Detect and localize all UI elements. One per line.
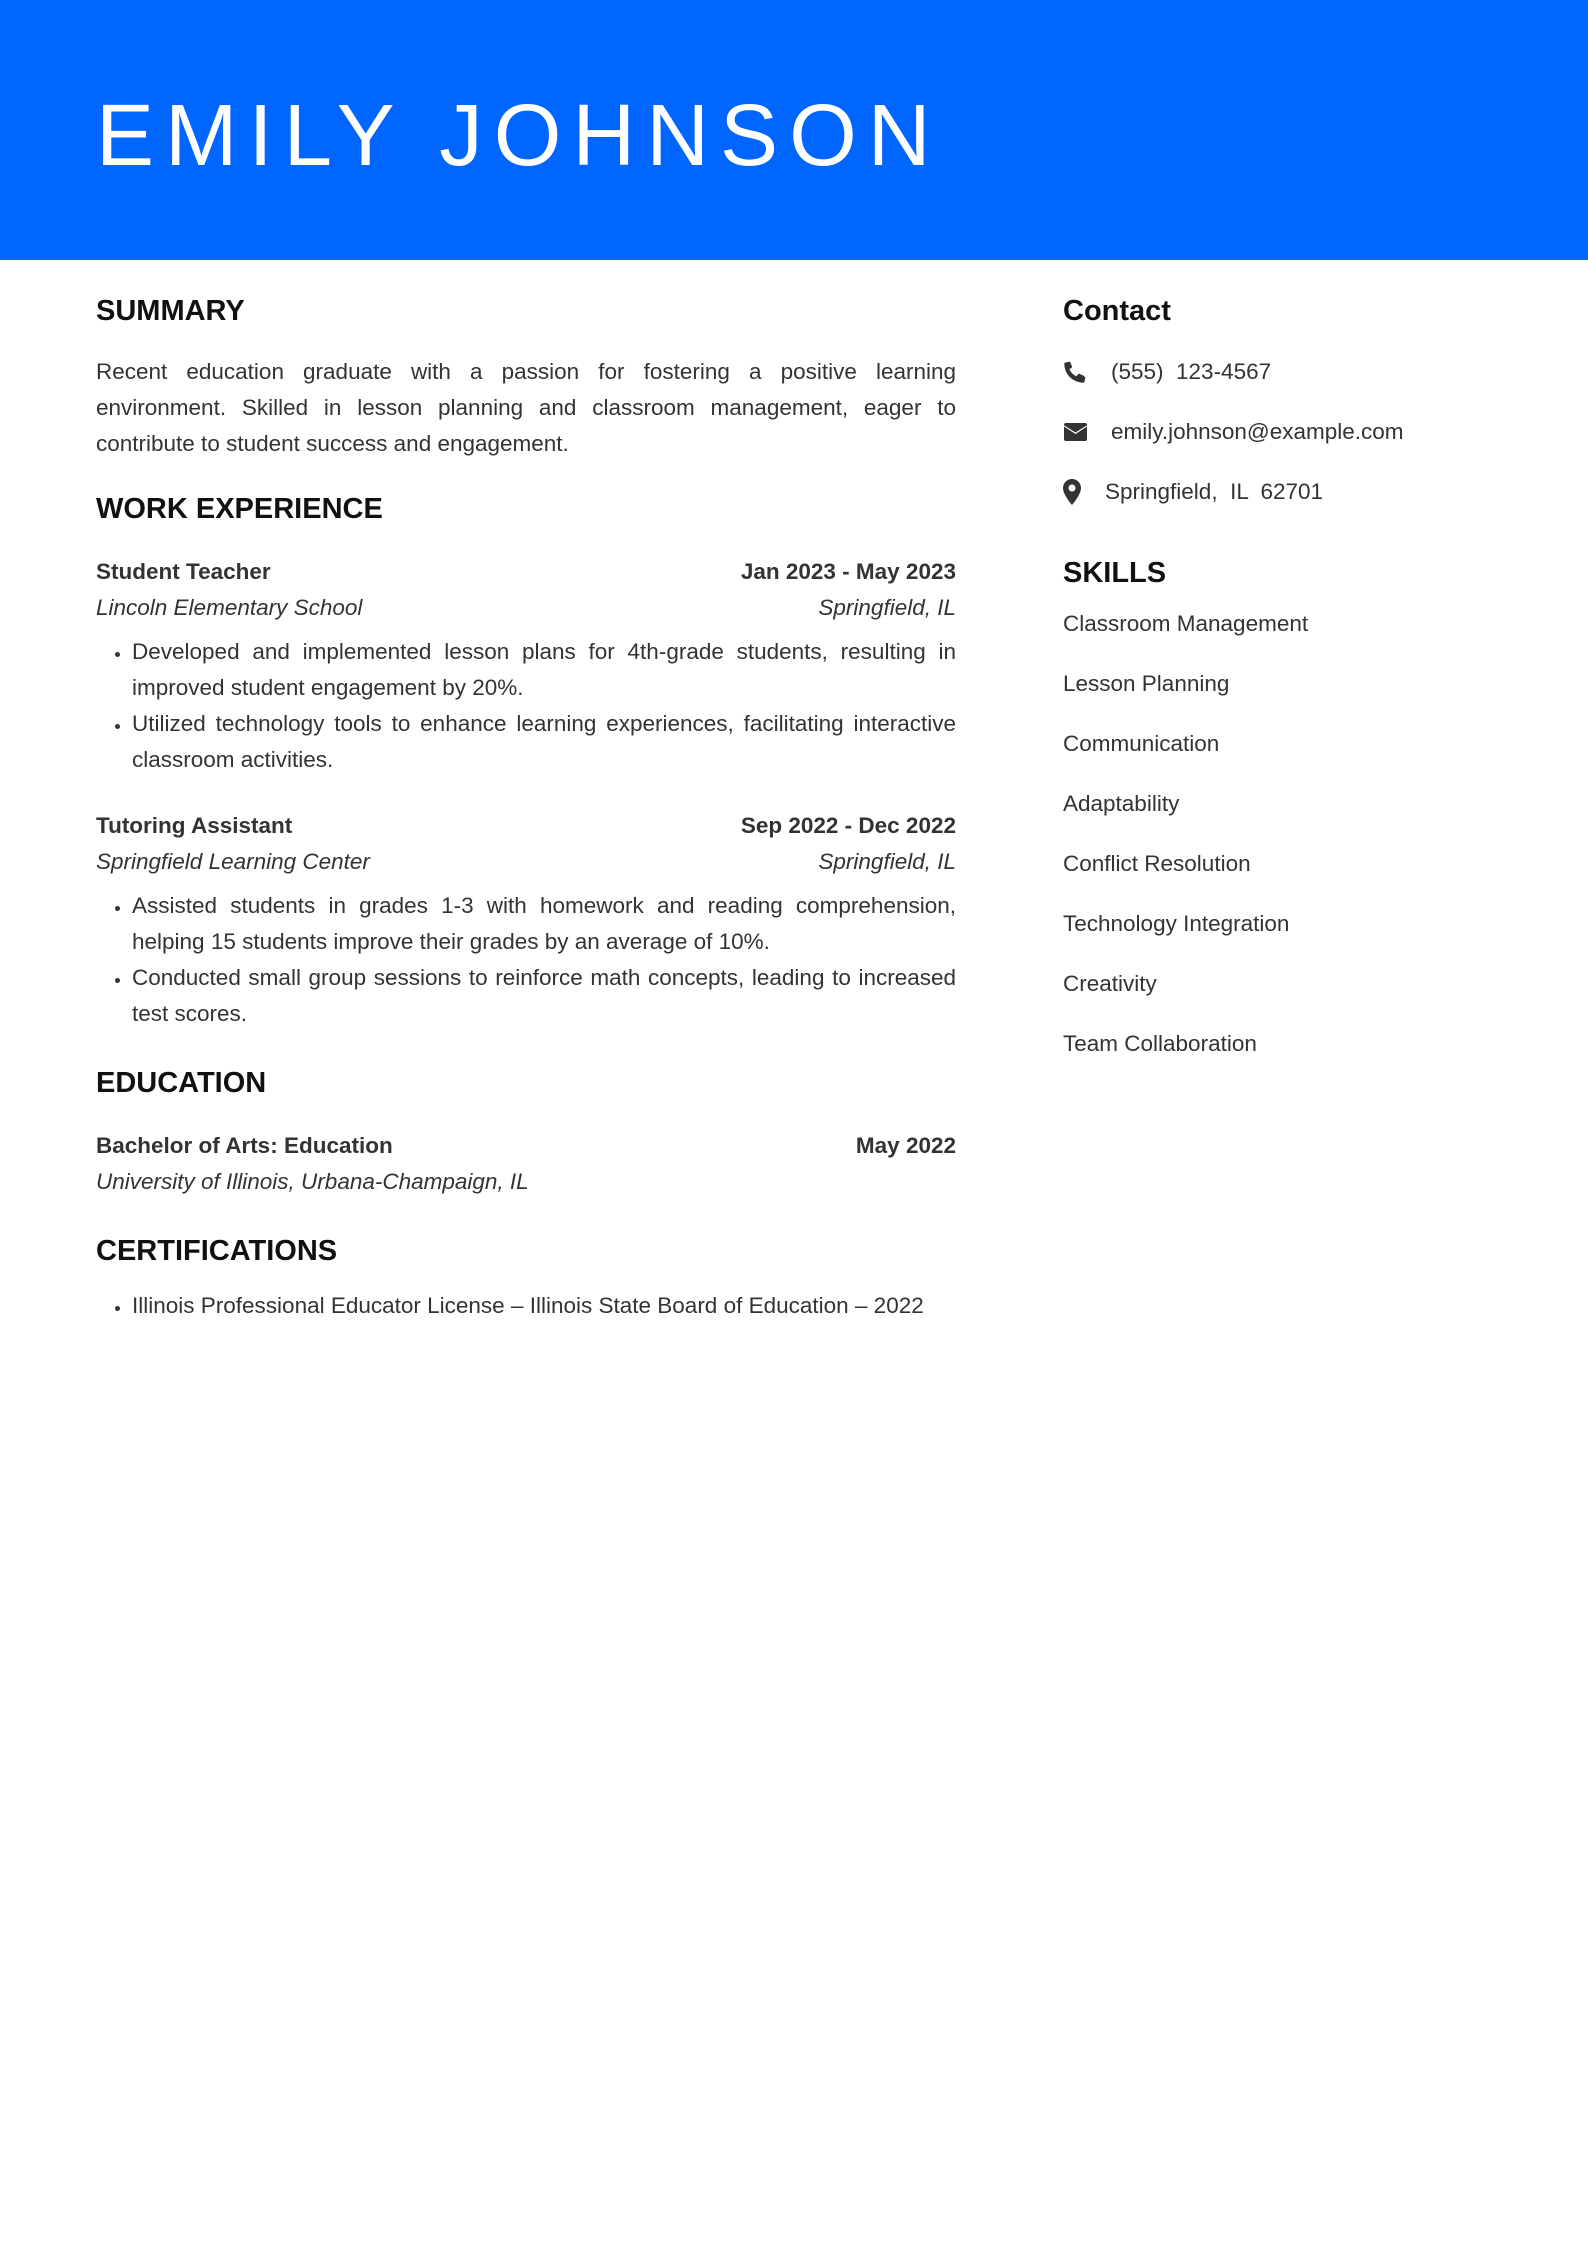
- main-column: [96, 290, 956, 1324]
- job-entry: [96, 808, 956, 1032]
- job-entry: [96, 554, 956, 778]
- job-org-row: [96, 590, 956, 626]
- certifications-section: [96, 1230, 956, 1324]
- section-heading-education: EDUCATION: [96, 1067, 267, 1099]
- email-address: emily.johnson@example.com: [1111, 419, 1404, 444]
- skill-item: Creativity: [1063, 971, 1157, 996]
- summary-text: Recent education graduate with a passion for fostering a positive learning environment. Skilled in lesson planning and classroom management, eager to contribute to student success and engagement.: [96, 359, 956, 456]
- contact-email: [1063, 414, 1503, 450]
- education-school-row: [96, 1164, 956, 1200]
- certification-list: [96, 1288, 956, 1324]
- candidate-name: EMILY JOHNSON: [96, 87, 942, 184]
- job-bullet: • Assisted students in grades 1-3 with homework and reading comprehension, helping 15 students improve their grades by an average of 10%.: [132, 888, 956, 960]
- job-bullets: [96, 888, 956, 1032]
- skill-item: Adaptability: [1063, 791, 1180, 816]
- job-organization: Lincoln Elementary School: [96, 595, 363, 620]
- section-heading-certifications: CERTIFICATIONS: [96, 1235, 338, 1267]
- graduation-date: May 2022: [855, 1133, 956, 1158]
- job-bullet: • Utilized technology tools to enhance learning experiences, facilitating interactive classroom activities.: [132, 706, 956, 778]
- work-experience-section: [96, 488, 956, 1032]
- job-location: Springfield, IL: [818, 595, 956, 620]
- contact-list: [1063, 354, 1503, 510]
- location-text: Springfield, IL 62701: [1105, 479, 1324, 504]
- section-heading-contact: Contact: [1063, 295, 1171, 327]
- skill-item: Lesson Planning: [1063, 671, 1230, 696]
- section-heading-work: WORK EXPERIENCE: [96, 493, 383, 525]
- skill-item: Communication: [1063, 731, 1220, 756]
- job-title: Student Teacher: [96, 559, 271, 584]
- job-title: Tutoring Assistant: [96, 813, 293, 838]
- degree: Bachelor of Arts: Education: [96, 1133, 393, 1158]
- summary-section: [96, 290, 956, 462]
- envelope-icon: [1063, 418, 1111, 446]
- job-bullet: • Conducted small group sessions to reinforce math concepts, leading to increased test scores.: [132, 960, 956, 1032]
- contact-phone: [1063, 354, 1503, 390]
- header-banner: [0, 0, 1588, 260]
- sidebar-column: [1063, 290, 1503, 1086]
- education-entry: [96, 1128, 956, 1200]
- phone-number: (555) 123-4567: [1111, 359, 1272, 384]
- job-dates: Sep 2022 - Dec 2022: [740, 813, 956, 838]
- education-header-row: [96, 1128, 956, 1164]
- skill-item: Classroom Management: [1063, 611, 1309, 636]
- map-pin-icon: [1063, 478, 1105, 506]
- skills-section: [1063, 552, 1503, 1062]
- job-bullets: [96, 634, 956, 778]
- phone-icon: [1063, 358, 1111, 386]
- job-bullet: • Developed and implemented lesson plans for 4th-grade students, resulting in improved student engagement by 20%.: [132, 634, 956, 706]
- school: University of Illinois, Urbana-Champaign, IL: [96, 1169, 529, 1194]
- job-org-row: [96, 844, 956, 880]
- job-dates: Jan 2023 - May 2023: [740, 559, 956, 584]
- job-location: Springfield, IL: [818, 849, 956, 874]
- job-header-row: [96, 554, 956, 590]
- skill-item: Technology Integration: [1063, 911, 1290, 936]
- skill-item: Conflict Resolution: [1063, 851, 1251, 876]
- skills-list: [1063, 606, 1503, 1062]
- education-section: [96, 1062, 956, 1200]
- contact-location: [1063, 474, 1503, 510]
- section-heading-summary: SUMMARY: [96, 295, 245, 327]
- certification-item: • Illinois Professional Educator License – Illinois State Board of Education – 2022: [132, 1288, 956, 1324]
- job-organization: Springfield Learning Center: [96, 849, 370, 874]
- job-header-row: [96, 808, 956, 844]
- section-heading-skills: SKILLS: [1063, 557, 1167, 589]
- skill-item: Team Collaboration: [1063, 1031, 1257, 1056]
- contact-section: [1063, 290, 1503, 510]
